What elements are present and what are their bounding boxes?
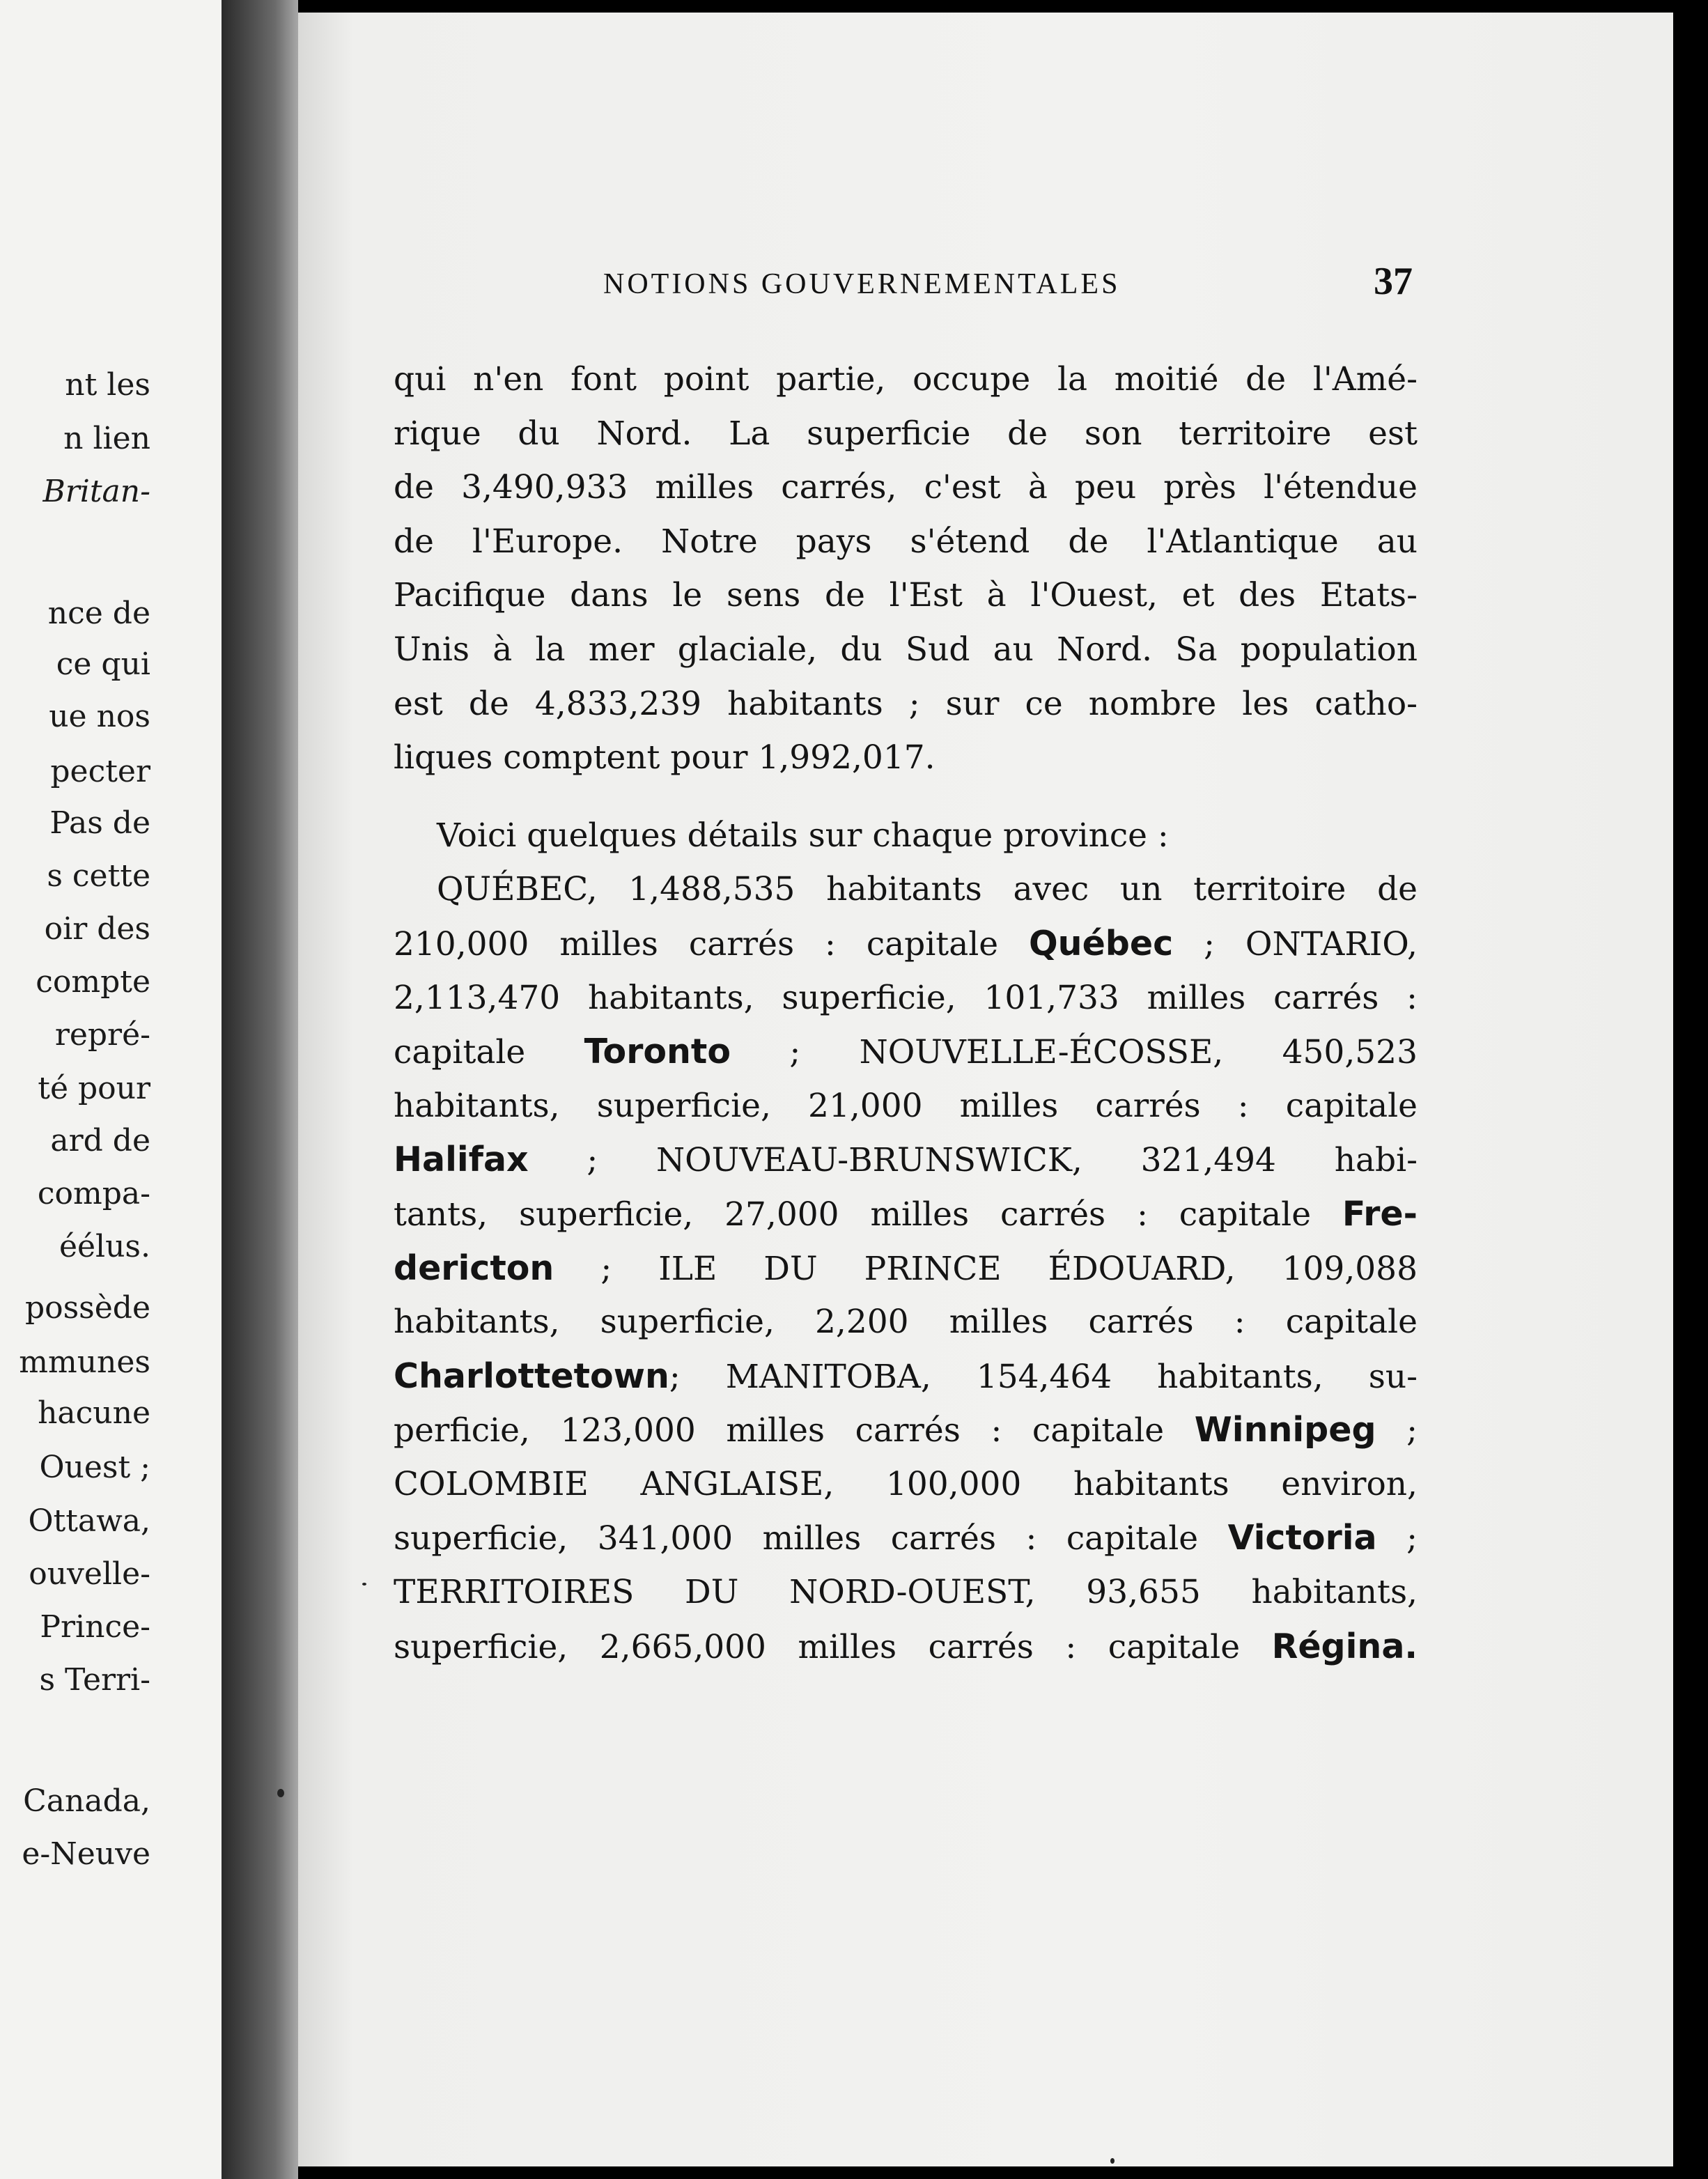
previous-page-line: éélus. [59,1229,150,1264]
previous-page-line: Canada, [23,1783,150,1819]
text-run: ; NOUVELLE-ÉCOSSE, 450,523 [789,1033,1418,1072]
text-line: rique du Nord. La superficie de son territoire est [394,414,1418,453]
text-run: ; ONTARIO, [1204,924,1418,963]
previous-page-line: nt les [65,367,150,403]
text-line [394,1241,1418,1296]
capital-fredericton-part1: Fre- [1342,1193,1418,1234]
text-run: ; NOUVEAU-BRUNSWICK, 321,494 habi- [587,1141,1418,1180]
previous-page-line: e-Neuve [22,1836,150,1872]
text-run: capitale [394,1033,526,1072]
capital-regina: Régina. [1271,1626,1418,1666]
text-run: tants, superficie, 27,000 milles carrés : capitale [394,1195,1312,1234]
previous-page-line: Prince- [40,1609,150,1645]
previous-page-line: ue nos [49,699,150,734]
text-run: ; [1406,1519,1418,1558]
text-run: superficie, 341,000 milles carrés : capitale [394,1519,1199,1558]
text-line [394,1403,1418,1457]
text-line: Unis à la mer glaciale, du Sud au Nord. Sa population [394,630,1418,669]
text-line [394,971,1418,1025]
page-number: 37 [1374,260,1413,303]
text-run: 210,000 milles carrés : capitale [394,924,999,963]
text-line: de 3,490,933 milles carrés, c'est à peu près l'étendue [394,468,1418,507]
previous-page-line: ce qui [56,646,150,682]
previous-page-line: compa- [37,1176,150,1211]
capital-quebec: Québec [1029,923,1174,963]
text-line [394,862,1418,917]
scan-speck [277,1789,284,1797]
text-run: habitants, superficie, 2,200 milles carrés : capitale [394,1303,1418,1342]
previous-page-line: ard de [50,1123,150,1158]
previous-page-line: repré- [54,1017,150,1053]
previous-page-line: compte [36,964,150,1000]
text-line [394,1079,1418,1133]
text-line [394,1457,1418,1512]
capital-halifax: Halifax [394,1140,529,1180]
capital-winnipeg: Winnipeg [1194,1410,1376,1450]
text-run: ; [1406,1411,1418,1450]
previous-page-line: oir des [44,911,150,947]
paragraph-intro-provinces [394,809,1418,863]
previous-page-line: Ouest ; [39,1450,150,1485]
text-line [394,1187,1418,1241]
text-line: qui n'en font point partie, occupe la moitié de l'Amé- [394,360,1418,398]
text-run: ; MANITOBA, 154,464 habitants, su- [669,1357,1418,1396]
text-run: superficie, 2,665,000 milles carrés : capitale [394,1627,1241,1666]
capital-toronto: Toronto [584,1032,731,1072]
text-line [394,1295,1418,1349]
book-gutter-shadow [222,0,298,2179]
text-line [394,1511,1418,1565]
text-line: Pacifique dans le sens de l'Est à l'Ouest, et des Etats- [394,576,1418,615]
text-run: perficie, 123,000 milles carrés : capitale [394,1411,1165,1450]
text-line [394,1565,1418,1620]
previous-page-line: mmunes [19,1344,150,1380]
text-line: Voici quelques détails sur chaque province : [437,816,1169,855]
capital-victoria: Victoria [1227,1518,1377,1558]
scan-speck [1110,2158,1115,2164]
scan-speck [362,1583,366,1585]
previous-page-line: s cette [47,858,150,894]
previous-page-line: Pas de [49,805,150,841]
text-line [394,1620,1418,1674]
running-header [305,260,1413,308]
previous-page-line: pecter [50,754,150,789]
text-line: est de 4,833,239 habitants ; sur ce nombre les catho- [394,684,1418,723]
text-run: 2,113,470 habitants, superficie, 101,733 milles carrés : [394,978,1418,1017]
previous-page-line: Britan- [42,474,150,509]
capital-charlottetown: Charlottetown [394,1356,669,1396]
previous-page-line: s Terri- [39,1662,150,1698]
text-line: de l'Europe. Notre pays s'étend de l'Atlantique au [394,522,1418,561]
previous-page-line: té pour [38,1071,150,1106]
text-line [394,1349,1418,1404]
previous-page [0,0,222,2179]
page-body [394,352,1418,1673]
text-line [394,1133,1418,1187]
text-run: ; ILE DU PRINCE ÉDOUARD, 109,088 [600,1249,1418,1288]
paragraph-canada-overview [394,352,1418,785]
text-run: QUÉBEC, 1,488,535 habitants avec un territoire de [437,870,1418,909]
previous-page-line: ouvelle- [29,1556,150,1592]
text-line [394,917,1418,971]
running-title: NOTIONS GOUVERNEMENTALES [603,268,1121,300]
capital-fredericton-part2: dericton [394,1248,554,1288]
previous-page-line: hacune [38,1395,150,1431]
text-line [394,1025,1418,1079]
previous-page-line: nce de [47,596,150,631]
text-run: TERRITOIRES DU NORD-OUEST, 93,655 habitants, [394,1573,1418,1612]
text-run: habitants, superficie, 21,000 milles carrés : capitale [394,1086,1418,1125]
paragraph-province-details [394,862,1418,1673]
previous-page-line: possède [24,1290,150,1326]
previous-page-line: Ottawa, [28,1503,150,1539]
text-line: liques comptent pour 1,992,017. [394,738,935,777]
previous-page-line: n lien [63,421,150,456]
text-run: COLOMBIE ANGLAISE, 100,000 habitants environ, [394,1464,1418,1503]
